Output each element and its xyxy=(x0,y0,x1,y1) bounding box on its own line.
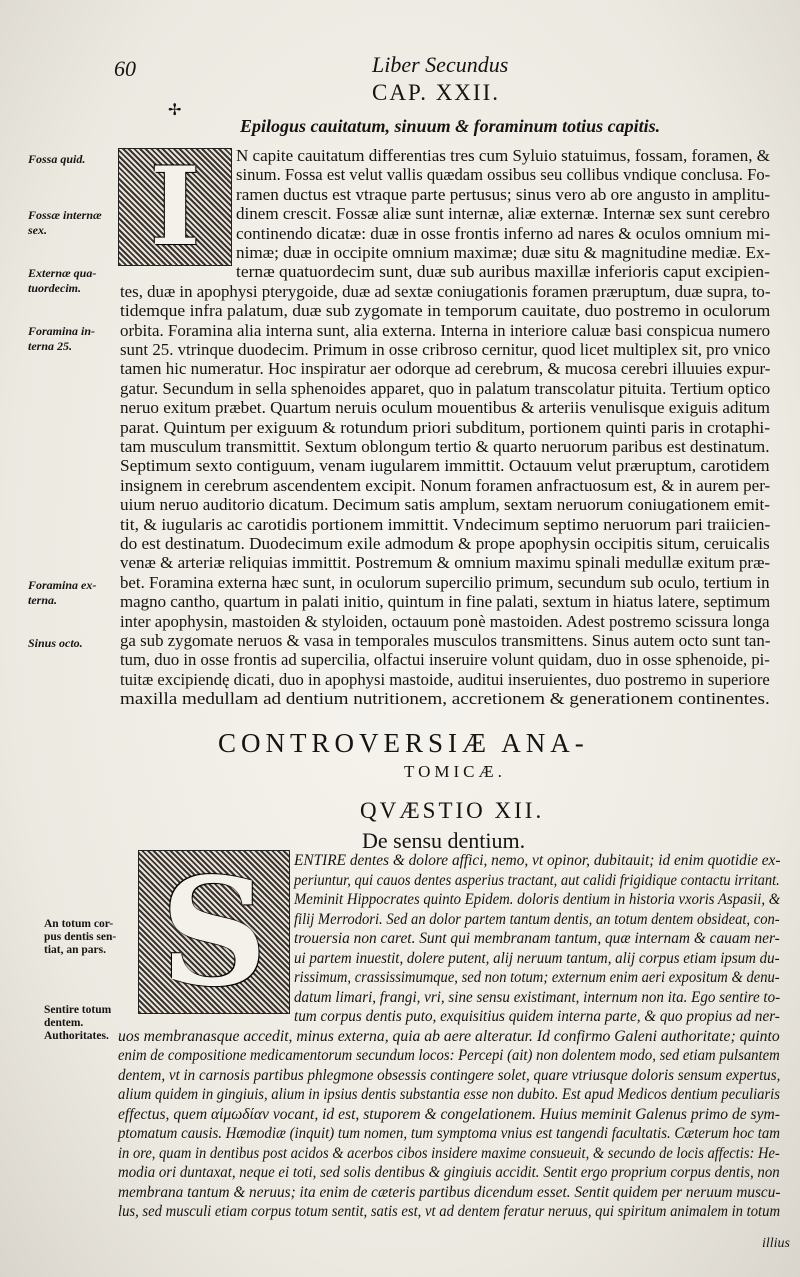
controversiae-title-continued: TOMICÆ. xyxy=(404,762,506,781)
quaestio-heading: QVÆSTIO XII. xyxy=(360,798,545,823)
text-line: tamen hic numeratur. Hoc inspiratur aer odorque ad cerebrum, & mucosa cerebri illuuies expur- xyxy=(120,359,771,379)
chapter-title: Epilogus cauitatum, sinuum & foraminum totius capitis. xyxy=(240,116,661,136)
text-line: enim de compositione medicamentorum secundum locos: Percepi (ait) non dolentem modo, sed etiam pulsantem xyxy=(118,1047,780,1064)
text-line: maxilla medullam ad dentium nutritionem, accretionem & generationem continentes. xyxy=(120,689,770,709)
text-line: datum limari, frangi, vri, sine sensu existimant, internum non ita. Ego sentire to- xyxy=(294,988,781,1006)
controversiae-title: CONTROVERSIÆ ANA- xyxy=(218,728,589,758)
text-line: nimæ; duæ in occipite omnium maximæ; duæ situ & magnitudine mediæ. Ex- xyxy=(236,243,771,262)
text-line: neruo exitum præbet. Quartum neruis oculum mouentibus & arteriis venulisque exiguis aditum xyxy=(120,398,770,418)
text-line: ramen ductus est vtraque parte pertusus; sinus vero ab ore angusto in amplitu- xyxy=(236,184,771,204)
ornament-mark: ✢ xyxy=(168,102,182,119)
text-line: ptomatum causis. Hæmodiæ (inquit) tum nomen, tum symptoma vnius est tangendi facultatis. Cæterum hoc tam xyxy=(118,1125,780,1142)
text-line: modia ori duntaxat, neque ei toti, sed solis dentibus & gingiuis accidit. Sentit ergo proprium corpus dentis, non xyxy=(118,1164,780,1181)
text-line: membrana tantum & neruus; ita enim de cæteris partibus dicendum esset. Sentit quidem per neruum muscu- xyxy=(118,1183,781,1201)
chapter-heading: CAP. XXII. xyxy=(372,80,500,105)
initial-letter: I xyxy=(149,144,201,270)
text-line: insignem in cerebrum ascendentem excipit. Nonum foramen anfractuosum est, & in aurem per- xyxy=(120,475,771,495)
margin-note: An totum cor- pus dentis sen- tiat, an pars. xyxy=(44,918,117,956)
running-head: Liber Secundus xyxy=(372,52,509,77)
text-line: trouersia non caret. Sunt qui membranam tantum, quæ internam & cauam ner- xyxy=(294,930,780,947)
text-line: gatur. Secundum in sella sphenoides apparet, quo in palatum transcolatur pituita. Tertium optico xyxy=(120,378,771,398)
margin-note: Externæ qua- tuordecim. xyxy=(28,266,97,295)
text-line: tuitæ excipiendę dicati, duo in apophysi mastoide, auditui inseruientes, duo postremo in superiore xyxy=(120,669,770,689)
text-line: dinem crescit. Fossæ aliæ sunt internæ, aliæ externæ. Internæ sex sunt cerebro xyxy=(236,204,770,224)
text-line: tes, duæ in apophysi pterygoide, duæ ad sextæ coniugationis foramen præruptum, duæ supra, to- xyxy=(120,281,771,301)
initial-letter: S xyxy=(160,845,268,1019)
text-line: filij Merrodori. Sed an dolor partem tantum dentis, an totum dentem obsideat, con- xyxy=(294,910,780,928)
text-line: Septimum sexto contiguum, venam iugularem immittit. Octauum velut præruptum, carotidem xyxy=(120,456,770,476)
text-line: N capite cauitatum differentias tres cum Syluio statuimus, fossam, foramen, & xyxy=(236,146,770,165)
margin-note: Sinus octo. xyxy=(28,636,83,650)
page-number: 60 xyxy=(114,56,136,81)
text-line: tidemque infra palatum, duæ sub zygomate in temporum cauitate, duo postremo in oculorum xyxy=(120,301,771,321)
text-line: inter apophysin, mastoiden & styloiden, octauum ponè mastoiden. Adest postremo scissura longa xyxy=(120,611,770,631)
margin-note: Foramina ex- terna. xyxy=(28,578,97,607)
text-line: ENTIRE dentes & dolore affici, nemo, vt opinor, dubitauit; id enim quotidie ex- xyxy=(294,852,781,869)
text-line: magno cantho, quartum in palati initio, quintum in fine palati, sextum in hiatus latere, septimum xyxy=(120,592,771,612)
text-line: ternæ quatuordecim sunt, duæ sub auribus maxillæ inferioris caput excipien- xyxy=(236,262,770,282)
text-line: dentem, vt in carnosis partibus phlegmone obsessis contingere solet, quare vtriusque doloris sensum expertus, xyxy=(118,1066,781,1084)
text-line: sinum. Fossa est velut vallis quædam ossibus seu collibus vndique conclusa. Fo- xyxy=(236,165,771,185)
margin-note: Fossæ internæ sex. xyxy=(28,208,102,237)
text-line: do est destinatum. Duodecimum exile admodum & prope apophysin occipitis situm, ceruicalis xyxy=(120,534,770,553)
text-line: uium neruo auditorio dicatum. Decimum satis amplum, sextam neruorum coniugationem emit- xyxy=(120,495,770,515)
text-line: sunt 25. vtrinque duodecim. Primum in osse cribroso cernitur, quod licet multiplex sit, pro vnico xyxy=(120,340,771,359)
text-line: periuntur, qui cauos dentes asperius tractant, aut calidi frigidique contactu irritant. xyxy=(294,871,780,889)
decorated-initial-s xyxy=(138,845,290,1019)
text-line: uos membranasque accedit, minus externa, quia ab aere alteratur. Id confirmo Galeni authoritate; quinto xyxy=(118,1027,780,1045)
text-line: ui partem inuestit, dolere putent, alij neruum tantum, alij corpus etiam ipsum du- xyxy=(294,949,780,967)
text-line: ga sub zygomate neruos & vasa in temporales musculos transmittens. Sinus autem octo sunt tan- xyxy=(120,631,771,650)
text-line: tum corpus dentis puto, exquisitius quidem interna parte, & quo propius ad ner- xyxy=(294,1008,780,1025)
margin-note: Fossa quid. xyxy=(28,152,86,166)
text-line: tit, & iugularis ac carotidis portionem immittit. Vndecimum septimo neruorum pari traiicien- xyxy=(120,514,771,534)
text-line: tam musculum transmittit. Sextum oblongum tertio & quarto neruorum paribus est destinatum. xyxy=(120,437,770,456)
text-line: venæ & arteriæ reliquias immittit. Postremum & omnium maximu spinali medullæ exitum præ- xyxy=(120,553,771,573)
text-line: orbita. Foramina alia interna sunt, alia externa. Interna in interiore caluæ basi conspicua numero xyxy=(120,320,771,340)
catchword: illius xyxy=(762,1236,791,1251)
margin-note: Sentire totum dentem. Authoritates. xyxy=(44,1004,112,1042)
text-line: continendo dicatæ: duæ in osse frontis inferno ad nares & oculos omnium mi- xyxy=(236,223,771,243)
text-line: effectus, quem αἱμωδίαν vocant, id est, stuporem & congelationem. Huius meminit Galenus primo de sym- xyxy=(118,1105,780,1123)
text-line: rissimum, crassissimumque, sed non totum; externum enim aeri expositum & denu- xyxy=(294,969,780,986)
text-line: lus, sed musculi etiam corpus totum sentit, satis est, vt ad dentem feratur neruus, qui spiritum animalem in totum xyxy=(118,1203,781,1220)
decorated-initial-i xyxy=(118,144,232,270)
quaestio-subtitle: De sensu dentium. xyxy=(362,828,526,853)
margin-note: Foramina in- terna 25. xyxy=(28,324,96,353)
text-line: parat. Quintum per exiguum & rotundum priori subditum, portionem quinti paris in crotaphi- xyxy=(120,417,771,437)
text-line: bet. Foramina externa hæc sunt, in oculorum supercilio primum, secundum sub oculo, tertium in xyxy=(120,572,770,592)
text-line: Meminit Hippocrates quinto Epidem. doloris dentium in historia vxoris Aspasii, & xyxy=(294,891,781,908)
text-line: in ore, quam in dentibus post acidos & acerbos cibos insidere maxime consueuit, & secundo de locis affectis: He- xyxy=(118,1144,780,1162)
text-line: alium quidem in gingiuis, alium in ipsius dentis substantia esse non dubito. Est apud Medicos dentium peculiaris xyxy=(118,1086,780,1103)
text-line: tum, duo in osse frontis ad supercilia, olfactui inseruire volunt quidam, duo in osse sphenoide, pi- xyxy=(120,650,770,670)
